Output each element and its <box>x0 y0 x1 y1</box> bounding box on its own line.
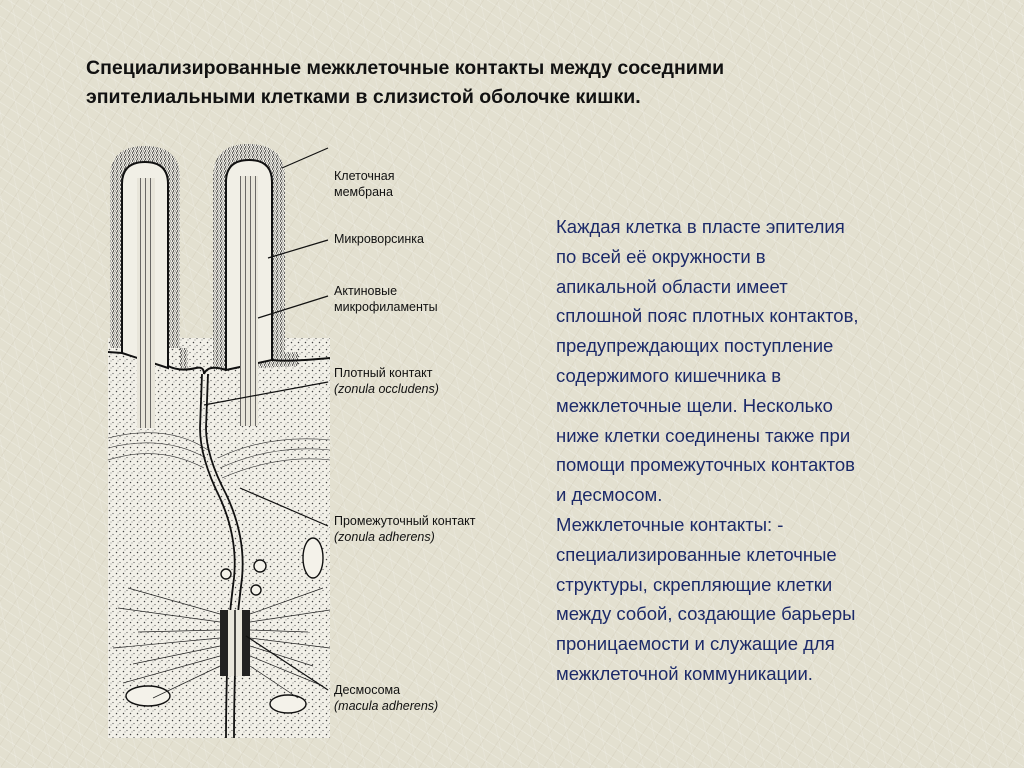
description-line: структуры, скрепляющие клетки <box>556 573 833 595</box>
leader-adherens <box>240 488 328 526</box>
leader-desmosome <box>246 636 328 690</box>
description-line: помощи промежуточных контактов <box>556 454 855 476</box>
description-line: по всей её окружности в <box>556 245 766 267</box>
title-line-2: эпителиальными клетками в слизистой оболочке кишки. <box>86 86 641 108</box>
leader-microvillus <box>268 240 328 258</box>
description-line: проницаемости и служащие для <box>556 633 835 655</box>
label-cell-membrane: Клеточная мембрана <box>334 169 395 199</box>
description-line: сплошной пояс плотных контактов, <box>556 305 859 327</box>
description-line: между собой, создающие барьеры <box>556 603 856 625</box>
leader-membrane <box>282 148 328 168</box>
description-line: межклеточные щели. Несколько <box>556 394 833 416</box>
label-adherens-junction: Промежуточный контакт (zonula adherens) <box>334 514 476 544</box>
label-tight-junction: Плотный контакт (zonula occludens) <box>334 366 439 396</box>
description-text <box>556 212 976 689</box>
description-line: Межклеточные контакты: - <box>556 513 784 535</box>
label-desmosome: Десмосома (macula adherens) <box>334 683 439 713</box>
title-line-1: Специализированные межклеточные контакты между соседними <box>86 57 725 79</box>
description-line: межклеточной коммуникации. <box>556 662 813 684</box>
description-line: предупреждающих поступление <box>556 335 834 357</box>
description-line: ниже клетки соединены также при <box>556 424 851 446</box>
description-line: содержимого кишечника в <box>556 364 782 386</box>
label-actin-microfilaments: Актиновые микрофиламенты <box>334 284 438 314</box>
description-line: апикальной области имеет <box>556 275 788 297</box>
description-line: специализированные клеточные <box>556 543 837 565</box>
leader-tight <box>204 382 328 405</box>
description-line: Каждая клетка в пласте эпителия <box>556 216 845 237</box>
leader-actin <box>258 296 328 318</box>
description-line: и десмосом. <box>556 484 663 506</box>
label-microvillus: Микроворсинка <box>334 232 425 246</box>
